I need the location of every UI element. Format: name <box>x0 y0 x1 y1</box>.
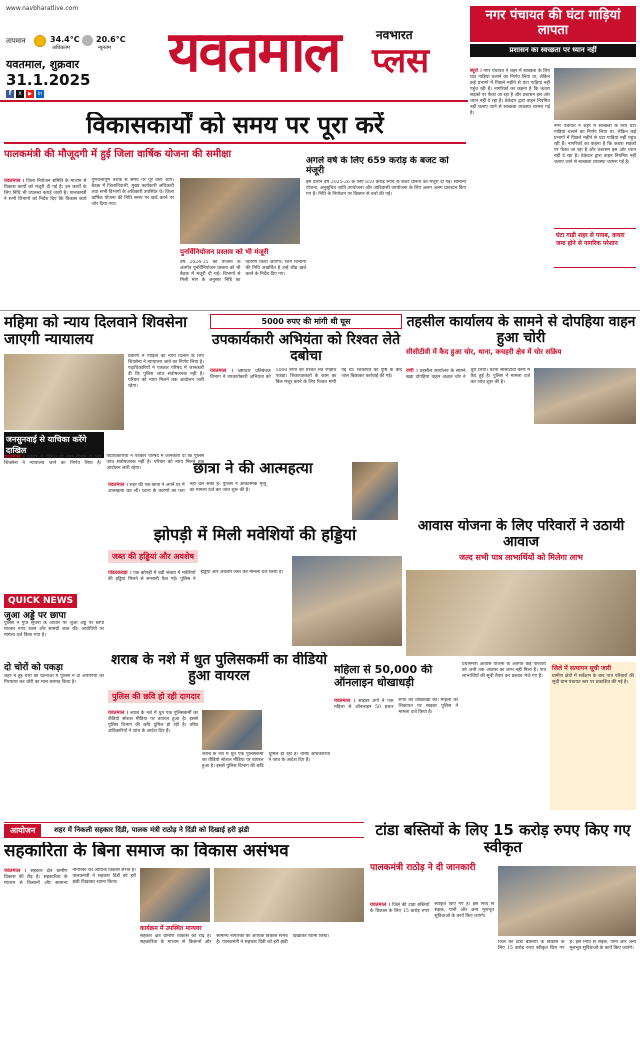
byline: यवतमाल । <box>334 698 356 704</box>
headline: महिला से 50,000 की ऑनलाइन धोखाधड़ी <box>334 664 433 689</box>
subhead: सीसीटीवी में कैद हुआ चोर, थाना, कचहरी क्षेत्र में चोर सक्रिय <box>406 348 562 357</box>
edition-date: 31.1.2025 <box>6 71 91 89</box>
item2-head: दो चोरों को पकड़ा <box>4 663 63 674</box>
photo-press <box>4 354 124 430</box>
sidebar <box>306 156 466 308</box>
body-text: प्रकरण में पीड़िता को न्याय दिलाने के लिए शिवसेना ने न्यायालय जाने का निर्णय लिया है। पदाधिकारियों ने पत्रकार परिषद में जानकारी दी कि पुलिस जांच संतोषजनक नहीं है। परिवार को न्याय मिलने तक आंदोलन जारी रहेगा। <box>4 454 204 471</box>
photo-student <box>352 462 398 520</box>
masthead-rule <box>0 100 468 102</box>
body <box>406 368 530 508</box>
temp-max: 34.4°C <box>50 35 80 44</box>
body-text: शराब के नशे में धुत एक पुलिसकर्मी का वीडियो सोशल मीडिया पर वायरल हुआ है। इससे पुलिस विभाग की छवि धूमिल हो रही है। वरिष्ठ अधिकारियों ने जांच के आदेश दिए हैं। <box>108 711 198 734</box>
body-text: एक झोपड़ी में बड़ी संख्या में मवेशियों की हड्डियां मिलने से सनसनी फैल गई। पुलिस ने हड्डियां और अवशेष जब्त कर मामला दर्ज किया है। <box>108 570 284 582</box>
story-tehsil <box>406 314 636 514</box>
subhead: जनसुनवाई से याचिका करेंगे दाखिल <box>4 432 104 458</box>
story-top-right <box>470 6 636 306</box>
headline-rule <box>4 142 466 144</box>
logo[interactable] <box>168 14 440 98</box>
headline: नगर पंचायत की घंटा गाड़ियां लापता <box>470 6 636 42</box>
sidebar-body: इस दौरान वर्ष 2025-26 के लिए 659 करोड़ रुपये के बजट प्रारूप को मंजूरी दी गई। सामान्य योजना, अनुसूचित जाति उपयोजना और आदिवासी उपयोजना के लिए अलग अलग प्रावधान किए गए हैं। निधि के नियोजन पर विस्तार से चर्चा की गई। <box>306 179 466 197</box>
photo-housing <box>406 570 636 656</box>
byline: वणी । <box>406 368 418 374</box>
story-scheme <box>462 662 636 812</box>
byline: यवतमाल । <box>4 454 25 460</box>
body-right: शराब के नशे में धुत एक पुलिसकर्मी का वीडियो सोशल मीडिया पर वायरल हुआ है। इससे पुलिस विभाग की छवि धूमिल हो रही है। वरिष्ठ अधिकारियों ने जांच के आदेश दिए हैं। <box>202 752 330 769</box>
body-side: प्रकरण में पीड़िता को न्याय दिलाने के लिए शिवसेना ने न्यायालय जाने का निर्णय लिया है। पदाधिकारियों ने पत्रकार परिषद में जानकारी दी कि पुलिस जांच संतोषजनक नहीं है। परिवार को न्याय मिलने तक आंदोलन जारी रहेगा। <box>128 354 204 389</box>
caption: कार्यक्रम में उपस्थित मान्यवर <box>140 925 202 932</box>
body-text: जिला नियोजन समिति के माध्यम से विकास कार्यों को मंजूरी दी गई है। इन कार्यों के लिए निधि भी उपलब्ध कराई जाती है। पालकमंत्री ने सभी विभागों को निर्देश दिए कि विकास कार्य गुणवत्तापूर्ण तरीके से समय पर पूरे किए जाएं। बैठक में जिलाधिकारी, मुख्य कार्यकारी अधिकारी तथा सभी विभागों के अधिकारी उपस्थित थे। जिला वार्षिक योजना की निधि समय पर खर्च करने पर जोर दिया गया। <box>4 178 174 207</box>
weather-box <box>6 34 146 54</box>
headline: शराब के नशे में धुत पुलिसकर्मी का वीडियो हुआ वायरल <box>111 652 327 685</box>
youtube-icon[interactable]: ▶ <box>26 90 34 98</box>
body-text-continued: नगर पंचायत ने शहर में स्वच्छता के लिए घंटा गाड़ियां चलाने का निर्णय लिया था, लेकिन कई प्रभागों में पिछले महीने से घंटा गाड़ियां नहीं पहुंच रही हैं। नागरिकों का कहना है कि कचरा सड़कों पर फेंका जा रहा है और प्रशासन इस ओर ध्यान नहीं दे रहा है। ठेकेदार द्वारा वाहन नियमित नहीं चलाए जाने से स्वच्छता व्यवस्था चरमरा गई है। <box>554 124 636 165</box>
body-right: जिले की टांडा बस्तियों के विकास के लिए 15 करोड़ रुपए स्वीकृत किए गए हैं। इस निधि से सड़क, पानी और अन्य मूलभूत सुविधाओं के कार्य किए जाएंगे। <box>498 940 636 951</box>
lead-story <box>4 112 466 308</box>
body-text: सहकार क्षेत्र ग्रामीण विकास की रीढ़ है। सहकारिता के माध्यम से किसानों और सामान्य नागरिकों का आर्थिक विकास संभव है। पालकमंत्री ने सहकार दिंडी को हरी झंडी दिखाकर रवाना किया। <box>4 868 136 886</box>
byline: पांढरकवड़ा । <box>108 570 132 576</box>
pull-quote: घंटा गाड़ी शहर से गायब, कचरा जमा होने से नागरिक परेशान <box>554 228 636 268</box>
body <box>108 482 348 522</box>
byline: यवतमाल । <box>370 902 391 908</box>
sidebar-head: अगले वर्ष के लिए 659 करोड़ के बजट को मंजूरी <box>306 156 449 177</box>
headline: सहकारिता के बिना समाज का विकास असंभव <box>4 842 289 861</box>
byline: यवतमाल । <box>108 710 129 716</box>
body-continued <box>554 124 636 224</box>
x-icon[interactable]: x <box>16 90 24 98</box>
city-day: यवतमाल, शुक्रवार <box>6 58 80 71</box>
temp-max-label: अधिकतम <box>52 45 70 51</box>
story-hut <box>108 526 402 646</box>
headline: टांडा बस्तियों के लिए 15 करोड़ रुपए किए गए स्वीकृत <box>375 822 631 857</box>
body <box>4 178 174 308</box>
scheme-box <box>550 662 636 810</box>
strip-text: शहर में निकली सहकार दिंडी, पालक मंत्री राठोड़ ने दिंडी को दिखाई हरी झंडी <box>54 826 250 834</box>
body <box>334 698 458 814</box>
moon-icon <box>82 35 93 46</box>
body-right: सहकार क्षेत्र ग्रामीण विकास की रीढ़ है। सहकारिता के माध्यम से किसानों और सामान्य नागरिकों का आर्थिक विकास संभव है। पालकमंत्री ने सहकार दिंडी को हरी झंडी दिखाकर रवाना किया। <box>140 934 330 945</box>
subhead: जल्द सभी पात्र लाभार्थियों को मिलेगा लाभ <box>459 553 583 563</box>
subhead: पुलिस की छवि हो रही दागदार <box>108 690 204 703</box>
body <box>4 868 136 1044</box>
body-text: नगर पंचायत ने शहर में स्वच्छता के लिए घंटा गाड़ियां चलाने का निर्णय लिया था, लेकिन कई प्रभागों में पिछले महीने से घंटा गाड़ियां नहीं पहुंच रही हैं। नागरिकों का कहना है कि कचरा सड़कों पर फेंका जा रहा है और प्रशासन इस ओर ध्यान नहीं दे रहा है। ठेकेदार द्वारा वाहन नियमित नहीं चलाए जाने से स्वच्छता व्यवस्था चरमरा गई है। <box>470 69 550 116</box>
box-head: जिले में सत्यापन सूची जारी <box>552 665 612 672</box>
caption-body: वर्ष 2024-25 की योजना के अंतर्गत पुनर्विनियोजन प्रस्ताव को भी बैठक में मंजूरी दी गई। विभागों से मिली मांग के अनुसार निधि का वितरण किया जाएगा। जिन विभागों की निधि अखर्चित है उन्हें शीघ्र खर्च करने के निर्देश दिए गए। <box>180 260 306 283</box>
byline: ब्यूरो । <box>470 68 482 74</box>
body <box>108 710 198 810</box>
body <box>108 570 288 646</box>
headline: विकासकार्यों को समय पर पूरा करें <box>86 112 384 139</box>
item1-head: जुआ अड्डे पर छापा <box>4 611 66 621</box>
body <box>210 368 402 446</box>
headline: झोपड़ी में मिली मवेशियों की हड्डियां <box>153 526 357 544</box>
event-strip <box>4 822 364 838</box>
story-housing <box>406 518 636 658</box>
item2-body: शहर में हुई चोरी की घटनाओं में पुलिस ने दो आरोपियों को गिरफ्तार कर चोरी का माल बरामद किया है। <box>4 673 104 685</box>
photo-hut <box>292 556 402 646</box>
caption: पुनर्विनियोजन प्रस्ताव को भी मंजूरी <box>180 248 269 256</box>
logo-brand: नवभारत <box>376 28 413 42</box>
headline: तहसील कार्यालय के सामने से दोपहिया वाहन हुआ चोरी <box>406 314 636 347</box>
story-police <box>108 652 330 812</box>
body: प्रधानमंत्री आवास योजना के अंतर्गत कई परिवारों को अभी तक आवास का लाभ नहीं मिला है। पात्र लाभार्थियों की सूची तैयार कर प्रस्ताव भेजे गए हैं। <box>462 662 546 679</box>
logo-main: यवतमाल <box>168 20 340 85</box>
body <box>370 902 494 1046</box>
quick-news <box>4 588 104 708</box>
photo-tanda <box>498 866 636 936</box>
byline: यवतमाल । <box>108 482 128 488</box>
kicker: 5000 रुपए की मांगी थी घूस <box>210 314 402 329</box>
headline: छात्रा ने की आत्महत्या <box>193 460 313 477</box>
story-bribe <box>210 314 402 454</box>
headline: महिमा को न्याय दिलवाने शिवसेना जाएगी न्यायालय <box>4 314 188 349</box>
sun-icon <box>34 35 46 47</box>
divider <box>0 310 640 311</box>
story-tanda <box>370 822 636 1046</box>
byline: यवतमाल । <box>4 868 27 874</box>
photo-coop-2 <box>214 868 364 922</box>
photo-nagar-panchayat <box>554 68 636 120</box>
temp-min-label: न्यूनतम <box>98 45 111 51</box>
body-text: जिले की टांडा बस्तियों के विकास के लिए 15 करोड़ रुपए स्वीकृत किए गए हैं। इस निधि से सड़क, पानी और अन्य मूलभूत सुविधाओं के कार्य किए जाएंगे। <box>370 902 494 919</box>
subhead: प्रशासन का स्वच्छता पर ध्यान नहीं <box>470 44 636 57</box>
story-fraud <box>334 664 458 814</box>
body-text: शहर की एक छात्रा ने अपने घर में आत्महत्या कर ली। घटना के कारणों का पता नहीं चल सका है। पुलिस ने आकस्मिक मृत्यु का मामला दर्ज कर जांच शुरू की है। <box>108 482 267 494</box>
headline: उपकार्यकारी अभियंता को रिश्वत लेते दबोचा <box>211 332 401 365</box>
weather-label: तापमान <box>6 37 26 45</box>
box-body: ग्रामीण क्षेत्रों में सर्वेक्षण के बाद पात्र परिवारों की सूची ग्राम पंचायत स्तर पर प्रकाशित की गई है। <box>552 674 634 685</box>
photo-meeting <box>180 178 300 244</box>
site-url[interactable]: www.navbharatlive.com <box>6 5 79 12</box>
body-text: तहसील कार्यालय के सामने खड़ा दोपहिया वाहन अज्ञात चोर ने चुरा लिया। घटना सीसीटीवी कैमरे में कैद हुई है। पुलिस ने मामला दर्ज कर जांच शुरू की है। <box>406 368 530 385</box>
story-coop <box>4 842 364 1046</box>
subhead: जब्त की हड्डियां और अवशेष <box>108 550 198 563</box>
byline: यवतमाल । <box>4 178 25 184</box>
byline: यवतमाल । <box>210 368 233 375</box>
logo-plus: प्लस <box>372 41 430 81</box>
subhead: पालकमंत्री की मौजूदगी में हुई जिला वार्षिक योजना की समीक्षा <box>4 148 232 160</box>
quick-news-label: QUICK NEWS <box>4 594 77 608</box>
subhead: पालकमंत्री राठोड़ ने दी जानकारी <box>370 862 476 873</box>
photo-police <box>202 710 262 750</box>
photo-cctv <box>534 368 636 424</box>
facebook-icon[interactable]: f <box>6 90 14 98</box>
social-icons <box>6 90 66 99</box>
item1-body: पुलिस ने गुप्त सूचना के आधार पर जुआ अड्डे पर छापा मारकर नगद रकम और सामग्री जब्त की। आरोपियों पर मामला दर्ज किया गया है। <box>4 621 104 639</box>
strip-label: आयोजन <box>4 824 41 837</box>
body <box>470 68 550 304</box>
photo-coop-1 <box>140 868 210 922</box>
story-student <box>108 460 398 522</box>
body-text: साइबर ठगों ने एक महिला से ऑनलाइन 50 हजार रुपए की धोखाधड़ी की। महिला की शिकायत पर साइबर पुलिस ने मामला दर्ज किया है। <box>334 698 458 715</box>
headline: आवास योजना के लिए परिवारों ने उठायी आवाज <box>417 518 625 551</box>
temp-min: 20.6°C <box>96 35 126 44</box>
linkedin-icon[interactable]: in <box>37 91 43 97</box>
body-text: भ्रष्टाचार प्रतिबंधक विभाग ने उपकार्यकारी अभियंता को 5000 रुपए की रिश्वत लेते रंगेहाथ पकड़ा। शिकायतकर्ता के काम का बिल मंजूर करने के लिए रिश्वत मांगी गई थी। शिकायत की पुष्टि के बाद जाल बिछाकर कार्रवाई की गई। <box>210 368 402 386</box>
